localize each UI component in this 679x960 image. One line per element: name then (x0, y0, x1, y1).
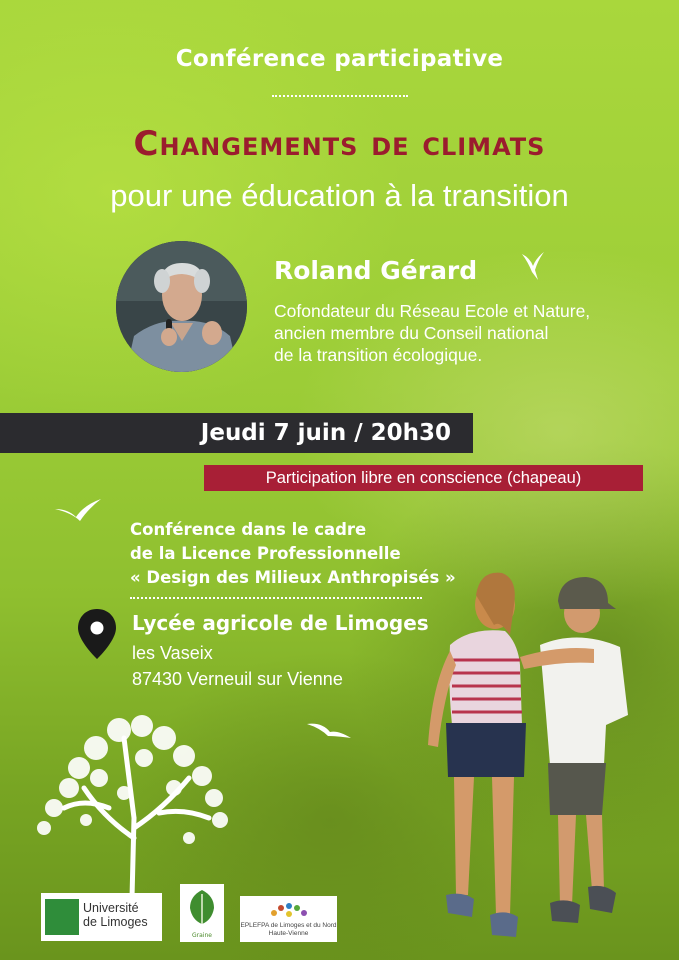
dotted-divider-top (272, 95, 408, 97)
tree-illustration (24, 698, 244, 898)
participation-note: Participation libre en conscience (chapeau) (265, 469, 582, 487)
logo-text-line: Université (83, 901, 139, 915)
conference-context (130, 518, 456, 590)
context-line: « Design des Milieux Anthropisés » (130, 568, 456, 587)
children-photo (410, 565, 679, 960)
event-datetime: Jeudi 7 juin / 20h30 (200, 420, 451, 446)
context-line: Conférence dans le cadre (130, 520, 367, 539)
speaker-description (274, 300, 654, 366)
dots-emblem-icon (270, 901, 308, 919)
ul-mark-icon (45, 899, 79, 935)
bird-icon (520, 250, 546, 282)
logo-text-line: de Limoges (83, 915, 148, 929)
speaker-name: Roland Gérard (274, 256, 478, 285)
event-type: Conférence participative (175, 46, 504, 72)
speaker-photo (116, 241, 247, 372)
venue-name: Lycée agricole de Limoges (132, 611, 429, 635)
address-line: les Vaseix (132, 643, 213, 663)
eplefpa-logo (240, 896, 337, 942)
event-title: Changements de climats (133, 124, 546, 164)
universite-limoges-logo (41, 893, 162, 941)
logo-text-line: EPLEFPA de Limoges et du Nord (240, 922, 337, 929)
location-pin-icon (77, 608, 117, 660)
bird-icon (306, 720, 352, 740)
venue-address (132, 640, 343, 692)
leaf-icon (180, 884, 224, 928)
speaker-description-line: de la transition écologique. (274, 345, 483, 365)
event-tagline: pour une éducation à la transition (110, 178, 569, 213)
graine-text: Graine (192, 932, 212, 939)
speaker-description-line: Cofondateur du Réseau Ecole et Nature, (274, 301, 591, 321)
address-line: 87430 Verneuil sur Vienne (132, 669, 343, 689)
graine-logo (180, 884, 224, 942)
context-line: de la Licence Professionnelle (130, 544, 401, 563)
speaker-description-line: ancien membre du Conseil national (274, 323, 549, 343)
logo-text-line: Haute-Vienne (268, 930, 309, 937)
bird-icon (54, 497, 102, 523)
dotted-divider-middle (130, 597, 422, 599)
